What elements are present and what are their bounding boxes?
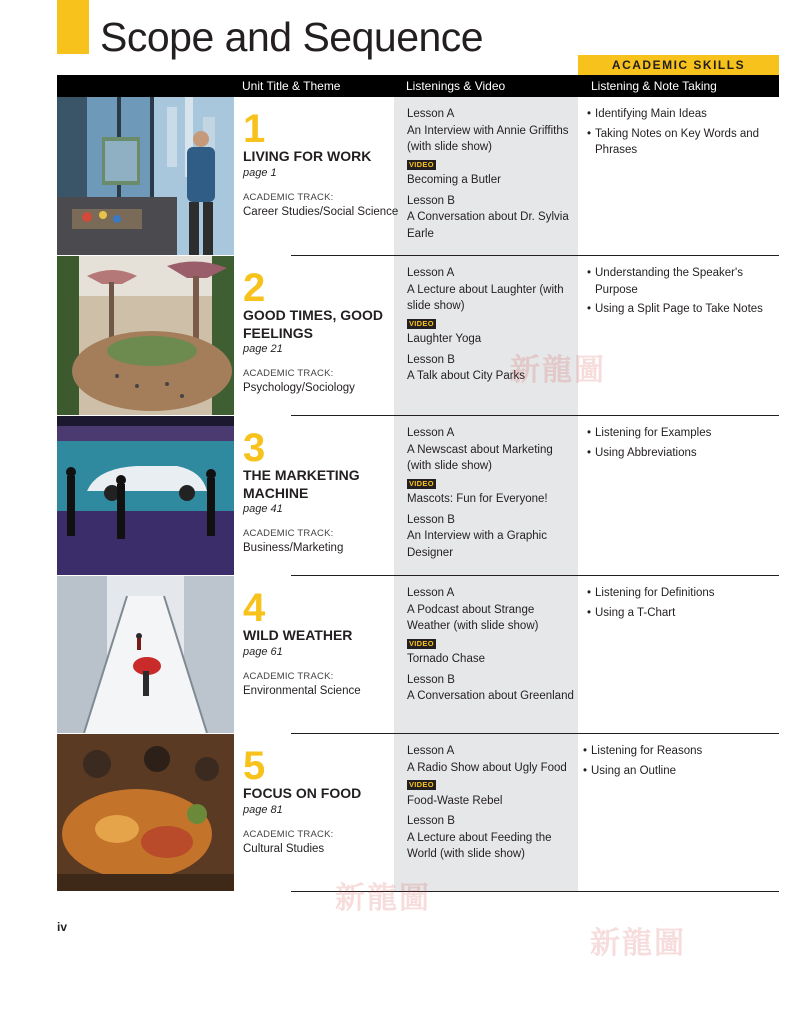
unit-2-photo: [57, 256, 234, 415]
lesson-b-title: A Talk about City Parks: [407, 370, 526, 382]
lesson-a-title: A Radio Show about Ugly Food: [407, 761, 567, 774]
lesson-a-heading: Lesson A: [407, 587, 455, 599]
header-unit-title: Unit Title & Theme: [242, 79, 341, 93]
lesson-b-title: An Interview with a Graphic Designer: [407, 530, 547, 559]
academic-track-label: ACADEMIC TRACK:: [243, 368, 334, 379]
lesson-b-title: A Conversation about Dr. Sylvia Earle: [407, 211, 569, 240]
skill-item: • Listening for Examples: [587, 427, 712, 439]
video-badge: VIDEO: [409, 478, 434, 488]
video-badge: VIDEO: [409, 318, 434, 328]
video-title: Food-Waste Rebel: [407, 794, 503, 807]
academic-track-label: ACADEMIC TRACK:: [243, 192, 334, 203]
skill-item: • Taking Notes on Key Words and Phrases: [587, 127, 760, 156]
unit-skills: [587, 585, 772, 624]
unit-row-3: [57, 416, 779, 576]
skill-item: • Listening for Reasons: [583, 745, 703, 757]
academic-track-label: ACADEMIC TRACK:: [243, 829, 334, 840]
unit-skills: [587, 106, 772, 162]
unit-4-photo: [57, 576, 234, 733]
skill-item: • Listening for Definitions: [587, 587, 715, 599]
lesson-a-title: A Newscast about Marketing (with slide show): [407, 443, 553, 472]
academic-track: Cultural Studies: [243, 843, 325, 855]
skill-item: • Identifying Main Ideas: [587, 108, 707, 120]
unit-skills: [587, 265, 772, 321]
unit-number: 3: [243, 426, 266, 470]
unit-skills: [587, 425, 772, 464]
lesson-a-heading: Lesson A: [407, 745, 455, 757]
lesson-a-heading: Lesson A: [407, 267, 455, 279]
skill-item: • Using Abbreviations: [587, 446, 697, 459]
watermark: 新龍圖: [335, 882, 431, 915]
lesson-a-heading: Lesson A: [407, 108, 455, 120]
unit-1-photo: [57, 97, 234, 255]
unit-lessons: [407, 585, 577, 705]
lesson-b-heading: Lesson B: [407, 353, 455, 366]
skill-item: • Using a T-Chart: [587, 606, 676, 619]
video-title: Becoming a Butler: [407, 174, 501, 186]
unit-row-4: [57, 576, 779, 734]
video-badge: VIDEO: [409, 159, 434, 169]
academic-track: Environmental Science: [243, 685, 361, 697]
unit-row-1: [57, 97, 779, 256]
lesson-b-title: A Lecture about Feeding the World (with slide show): [407, 831, 552, 860]
lesson-b-heading: Lesson B: [407, 194, 455, 207]
header-listenings: Listenings & Video: [406, 79, 506, 93]
video-title: Laughter Yoga: [407, 333, 482, 345]
skill-item: • Using an Outline: [583, 764, 677, 777]
unit-number: 5: [243, 744, 266, 788]
academic-track-label: ACADEMIC TRACK:: [243, 528, 334, 539]
unit-3-photo: [57, 416, 234, 575]
academic-track: Business/Marketing: [243, 542, 344, 554]
unit-title: THE MARKETING MACHINE: [243, 467, 360, 501]
unit-5-photo: [57, 734, 234, 891]
unit-lessons: [407, 743, 577, 863]
skill-item: • Using a Split Page to Take Notes: [587, 303, 763, 315]
unit-page: page 41: [243, 503, 283, 515]
video-title: Tornado Chase: [407, 653, 485, 665]
unit-page: page 1: [243, 167, 277, 179]
page-number: iv: [57, 920, 68, 934]
unit-title: FOCUS ON FOOD: [243, 785, 362, 801]
lesson-a-title: An Interview with Annie Griffiths (with slide show): [407, 124, 569, 153]
unit-skills: [583, 743, 768, 782]
unit-row-2: [57, 256, 779, 416]
lesson-a-title: A Podcast about Strange Weather (with slide show): [407, 603, 539, 632]
skill-item: • Understanding the Speaker's Purpose: [587, 267, 743, 296]
lesson-b-heading: Lesson B: [407, 513, 455, 526]
academic-track-label: ACADEMIC TRACK:: [243, 671, 334, 682]
page-title: Scope and Sequence: [100, 14, 484, 60]
academic-track: Psychology/Sociology: [243, 382, 355, 394]
lesson-b-heading: Lesson B: [407, 815, 455, 827]
unit-page: page 81: [243, 804, 283, 816]
lesson-a-heading: Lesson A: [407, 427, 455, 439]
table-header: [57, 75, 779, 97]
title-accent-bar: [57, 0, 89, 54]
header-note-taking: Listening & Note Taking: [591, 79, 717, 93]
watermark: 新龍圖: [510, 354, 606, 387]
unit-lessons: [407, 425, 577, 561]
lesson-a-title: A Lecture about Laughter (with slide show): [407, 283, 564, 312]
unit-page: page 61: [243, 646, 283, 658]
unit-row-5: [57, 734, 779, 892]
academic-skills-tag: ACADEMIC SKILLS: [578, 55, 779, 75]
lesson-b-title: A Conversation about Greenland: [407, 690, 574, 702]
unit-page: page 21: [243, 343, 283, 355]
unit-number: 1: [243, 107, 266, 151]
lesson-b-heading: Lesson B: [407, 673, 455, 686]
academic-track: Career Studies/Social Science: [243, 206, 399, 218]
video-badge: VIDEO: [409, 780, 434, 789]
video-title: Mascots: Fun for Everyone!: [407, 493, 548, 505]
unit-number: 2: [243, 266, 266, 310]
video-badge: VIDEO: [409, 638, 434, 648]
unit-title: LIVING FOR WORK: [243, 148, 372, 164]
unit-number: 4: [243, 586, 266, 630]
unit-title: GOOD TIMES, GOOD FEELINGS: [243, 307, 384, 341]
unit-lessons: [407, 106, 577, 242]
watermark: 新龍圖: [590, 927, 686, 960]
unit-title: WILD WEATHER: [243, 627, 353, 643]
